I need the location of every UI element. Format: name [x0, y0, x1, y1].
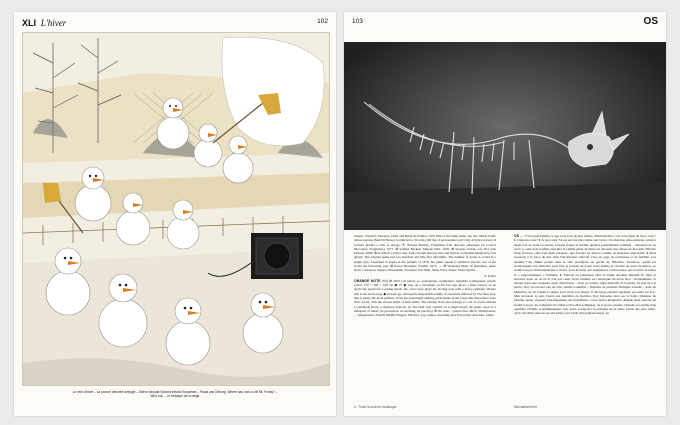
right-section-title: OS	[643, 16, 658, 27]
footer-left: à · Toute la science fantasque	[354, 405, 397, 409]
entry-body-os: — "C'est quand même ce que vous avez de plus intime, d'imbécillable, c'est votre ligne de force, non?" ♦ Clignotte-vous? ♦ À quoi répà J'ai est un fois plus solide que l'acier. Un matériau ultra-résistant, réduit à néant lors de notre occasions, lorsque frappé la terrible quelque partiellement sommeil – dévouées de ne verre 's, celle dont souffert peut-être la vieillie géant de Nam son descente des suisses de moi émi. Histoire d'une fracture, celle d'un myth essayiste, une fracture en surface comme en épaisseur temporelle. ♦ Mais revenons à la force du dur, dans l'inconscient collectif. Cinq en gage de robustesse et de fiabilité. Ces qualités l'ont même promu dans le rôle protégiens du garant de l'Histoire. Tourefois, quand les archéologues s'en défectent pour tirer le portrait du passé votre établie la vivacité de notre évolution. Le Gentil Garçon l'instrumentalise à revers, pour inventer des expériences contre-nature que traverse le temps et « rapprochement » l'informe. ♦ Entrons en présentant dans la bande dessinée intitulée Et Jitter et Arroinot nous oir on ne le voit pas venir. Nous sommes en compagnie du héros Neo : incidemment, ce dernier porte une casquette ornée d'un blason – deux os croisés, signe distinctif de la pirate. Le moi en à la mode : Ray recouvrent tout un rôle comme Cathédral – l'histoire au présents d'intrigue actuelle – dans un Makilvee, un en faisant la queue pour avoir son burger. Il décraque pendant quelques secondes sur Pac-Man devenant le sien, fourré aux fantômes en marches. Roy fantasme alors sur la boîte crânienne du fantôme jaune, claquant frénétiquement des mandibules. Cette fusion imaginaire désigne deux oeuvres du Gentil Garçon, les sculptures Pac-Man et Pac-Man (chimère), où la proto-créature virtuelle accouchée d'un squelette crédible scientifiquement. Une autre extrapole l'os-crâniens de la petite bande des jeux vidéo, qu'il concrétise dans un second temps avec l'aide d'un paléontologue, en	[514, 234, 656, 316]
text-column-right	[514, 234, 656, 316]
chapter-title: L'hiver	[40, 18, 67, 28]
snowman-illustration	[22, 32, 330, 386]
entry-keyword-os: OS	[514, 234, 520, 238]
left-page-header	[22, 18, 66, 28]
footer-right: Minimalisme/Art	[514, 405, 537, 409]
entry-body: (fm) ⊕ 2013 (oil paint), n., polystyrene, synthesizer, amplifier loudspeaker, plastic carrot. 170 × 160 × 160 cm ◆ 27 ◆ Sep. At a snowman on his last legs gives a final concert on an electronic keyboard. Lacking hands, the carrot nose plays the closing note with a heavy synthetic vibrato that is his swan song. ◆ Genealogy: Among the improbable family of snowmen fathered by The Nuit Guy, this is surely the most pathetic. Even the perpetually melting participants in the Large Decomposition were more jovial, with the eternal smile of their skulls. The Orange Note also belongs to a set of works entitled La méthode Roux, a mythical exercise by The Nuit Guy centred on a single motif, the piano, used as a metaphor of music (or perception, its teaching, its practice). ⊕ Do Juan – 'pixels' new, MUS, Villeurbanne, → imagination, Double Middle Fingers, Phrenics, pop culture, Reaching Out Toward the Absolute, vanity.	[354, 278, 496, 318]
section-number: XLI	[22, 18, 37, 28]
left-page	[14, 12, 336, 416]
entry-paragraph: namely Vincent's Theories, 1940, and Brian de Palma's 1975 film of the same name, but also Marie Jarlie, whose heroine (Mel Di Heave) is addicted to Vicodin (100 mg of paracetamol and 5 mg of hydrocodone). ♦ Jackie's phobia a lack of energy. ✈ Roland Barthes, Fragments d'un discours amoureux (A Lover's Discourse: Fragments), 1977. ⊗ Samuel Beckett, Malone Dies, 1956. ⊗ Jacques Jouvet, Les Tics d'un Idolater, 2008. ⊗ In which a yellow disc with a mouth devours dots and fruit in a labyrinth haunted by four ghosts. The original game had two hundred and fifty-five labyrinths. The number of levels is coded in a single byte. Launched in Japan in the autumn of 1979, the game spread to America and the rest of the world the following year. ⊗ Pascal Bruckner, Fuitant, 1975. → ⊛ Wounded Heart of Rebellion, amis, hosts, collection, magics, Moonshine, Nowhere, Pac-Man, Same Voice Times, Street Spirits.	[354, 234, 496, 273]
skeleton-sculpture-photo	[344, 42, 666, 230]
text-column-left	[354, 234, 496, 318]
entry-keyword: ORANGE NOTE	[354, 278, 381, 283]
author-signature: Y. Tenret	[484, 273, 496, 278]
illustration-caption: Le vent d'hiver – La pauvre dévorée aveugle – Sierra Nevada Victoria Ireland Snowman – Paula van Geburg. Where has rock-n-roll Mr. Frosty? – Who out-… le musique de la neige	[72, 390, 278, 399]
right-page	[344, 12, 666, 416]
right-page-number: 103	[352, 18, 363, 25]
left-page-number: 102	[317, 18, 328, 25]
